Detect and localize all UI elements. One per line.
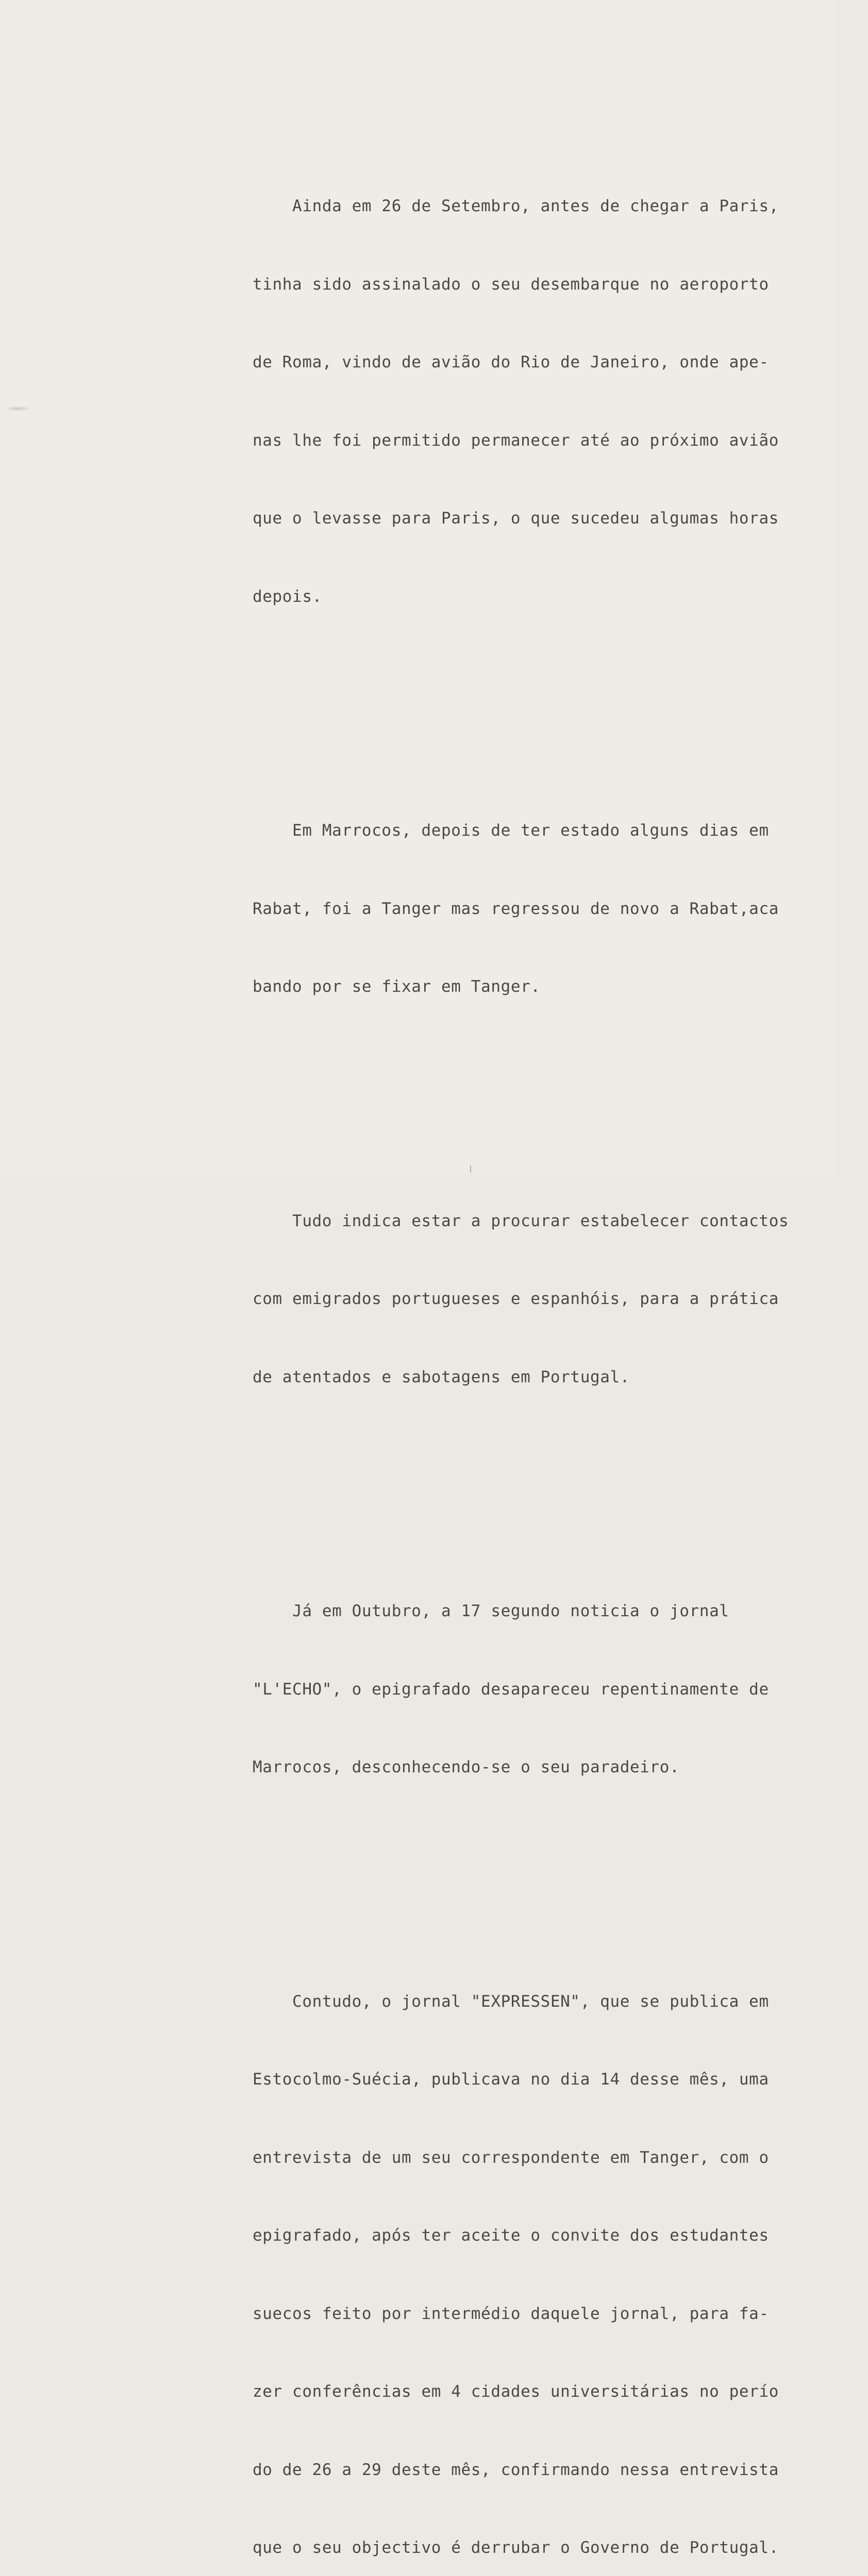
text-line: bando por se fixar em Tanger. <box>253 974 820 1000</box>
text-line: depois. <box>253 584 820 610</box>
typewritten-text <box>253 37 820 2576</box>
text-line: de atentados e sabotagens em Portugal. <box>253 1364 820 1391</box>
text-line: tinha sido assinalado o seu desembarque no aeroporto <box>253 272 820 298</box>
paragraph-4 <box>253 1546 820 1833</box>
text-line: Estocolmo-Suécia, publicava no dia 14 desse mês, uma <box>253 2066 820 2093</box>
paragraph-1 <box>253 141 820 662</box>
text-line: que o levasse para Paris, o que sucedeu algumas horas <box>253 505 820 532</box>
text-line: Ainda em 26 de Setembro, antes de chegar a Paris, <box>253 193 820 219</box>
text-line: entrevista de um seu correspondente em Tanger, com o <box>253 2145 820 2171</box>
text-line: Marrocos, desconhecendo-se o seu paradeiro. <box>253 1754 820 1781</box>
text-line: nas lhe foi permitido permanecer até ao próximo avião <box>253 428 820 454</box>
text-line: Em Marrocos, depois de ter estado alguns dias em <box>253 818 820 844</box>
paragraph-2 <box>253 766 820 1052</box>
text-line: Rabat, foi a Tanger mas regressou de novo a Rabat,aca <box>253 896 820 922</box>
document-page <box>0 0 836 1175</box>
text-line: que o seu objectivo é derrubar o Governo de Portugal. <box>253 2535 820 2561</box>
page-mark <box>470 1165 471 1173</box>
text-line: com emigrados portugueses e espanhóis, para a prática <box>253 1286 820 1312</box>
margin-smudge <box>4 406 31 411</box>
paragraph-5 <box>253 1937 820 2576</box>
text-line: de Roma, vindo de avião do Rio de Janeiro, onde ape- <box>253 349 820 376</box>
text-line: Contudo, o jornal "EXPRESSEN", que se publica em <box>253 1989 820 2015</box>
text-line: zer conferências em 4 cidades universitárias no perío <box>253 2379 820 2405</box>
paragraph-3 <box>253 1156 820 1443</box>
text-line: do de 26 a 29 deste mês, confirmando nessa entrevista <box>253 2457 820 2483</box>
text-line: suecos feito por intermédio daquele jornal, para fa- <box>253 2301 820 2327</box>
text-line: Já em Outubro, a 17 segundo noticia o jornal <box>253 1598 820 1624</box>
text-line: epigrafado, após ter aceite o convite dos estudantes <box>253 2223 820 2249</box>
text-line: Tudo indica estar a procurar estabelecer contactos <box>253 1208 820 1234</box>
text-line: "L'ECHO", o epigrafado desapareceu repentinamente de <box>253 1676 820 1703</box>
